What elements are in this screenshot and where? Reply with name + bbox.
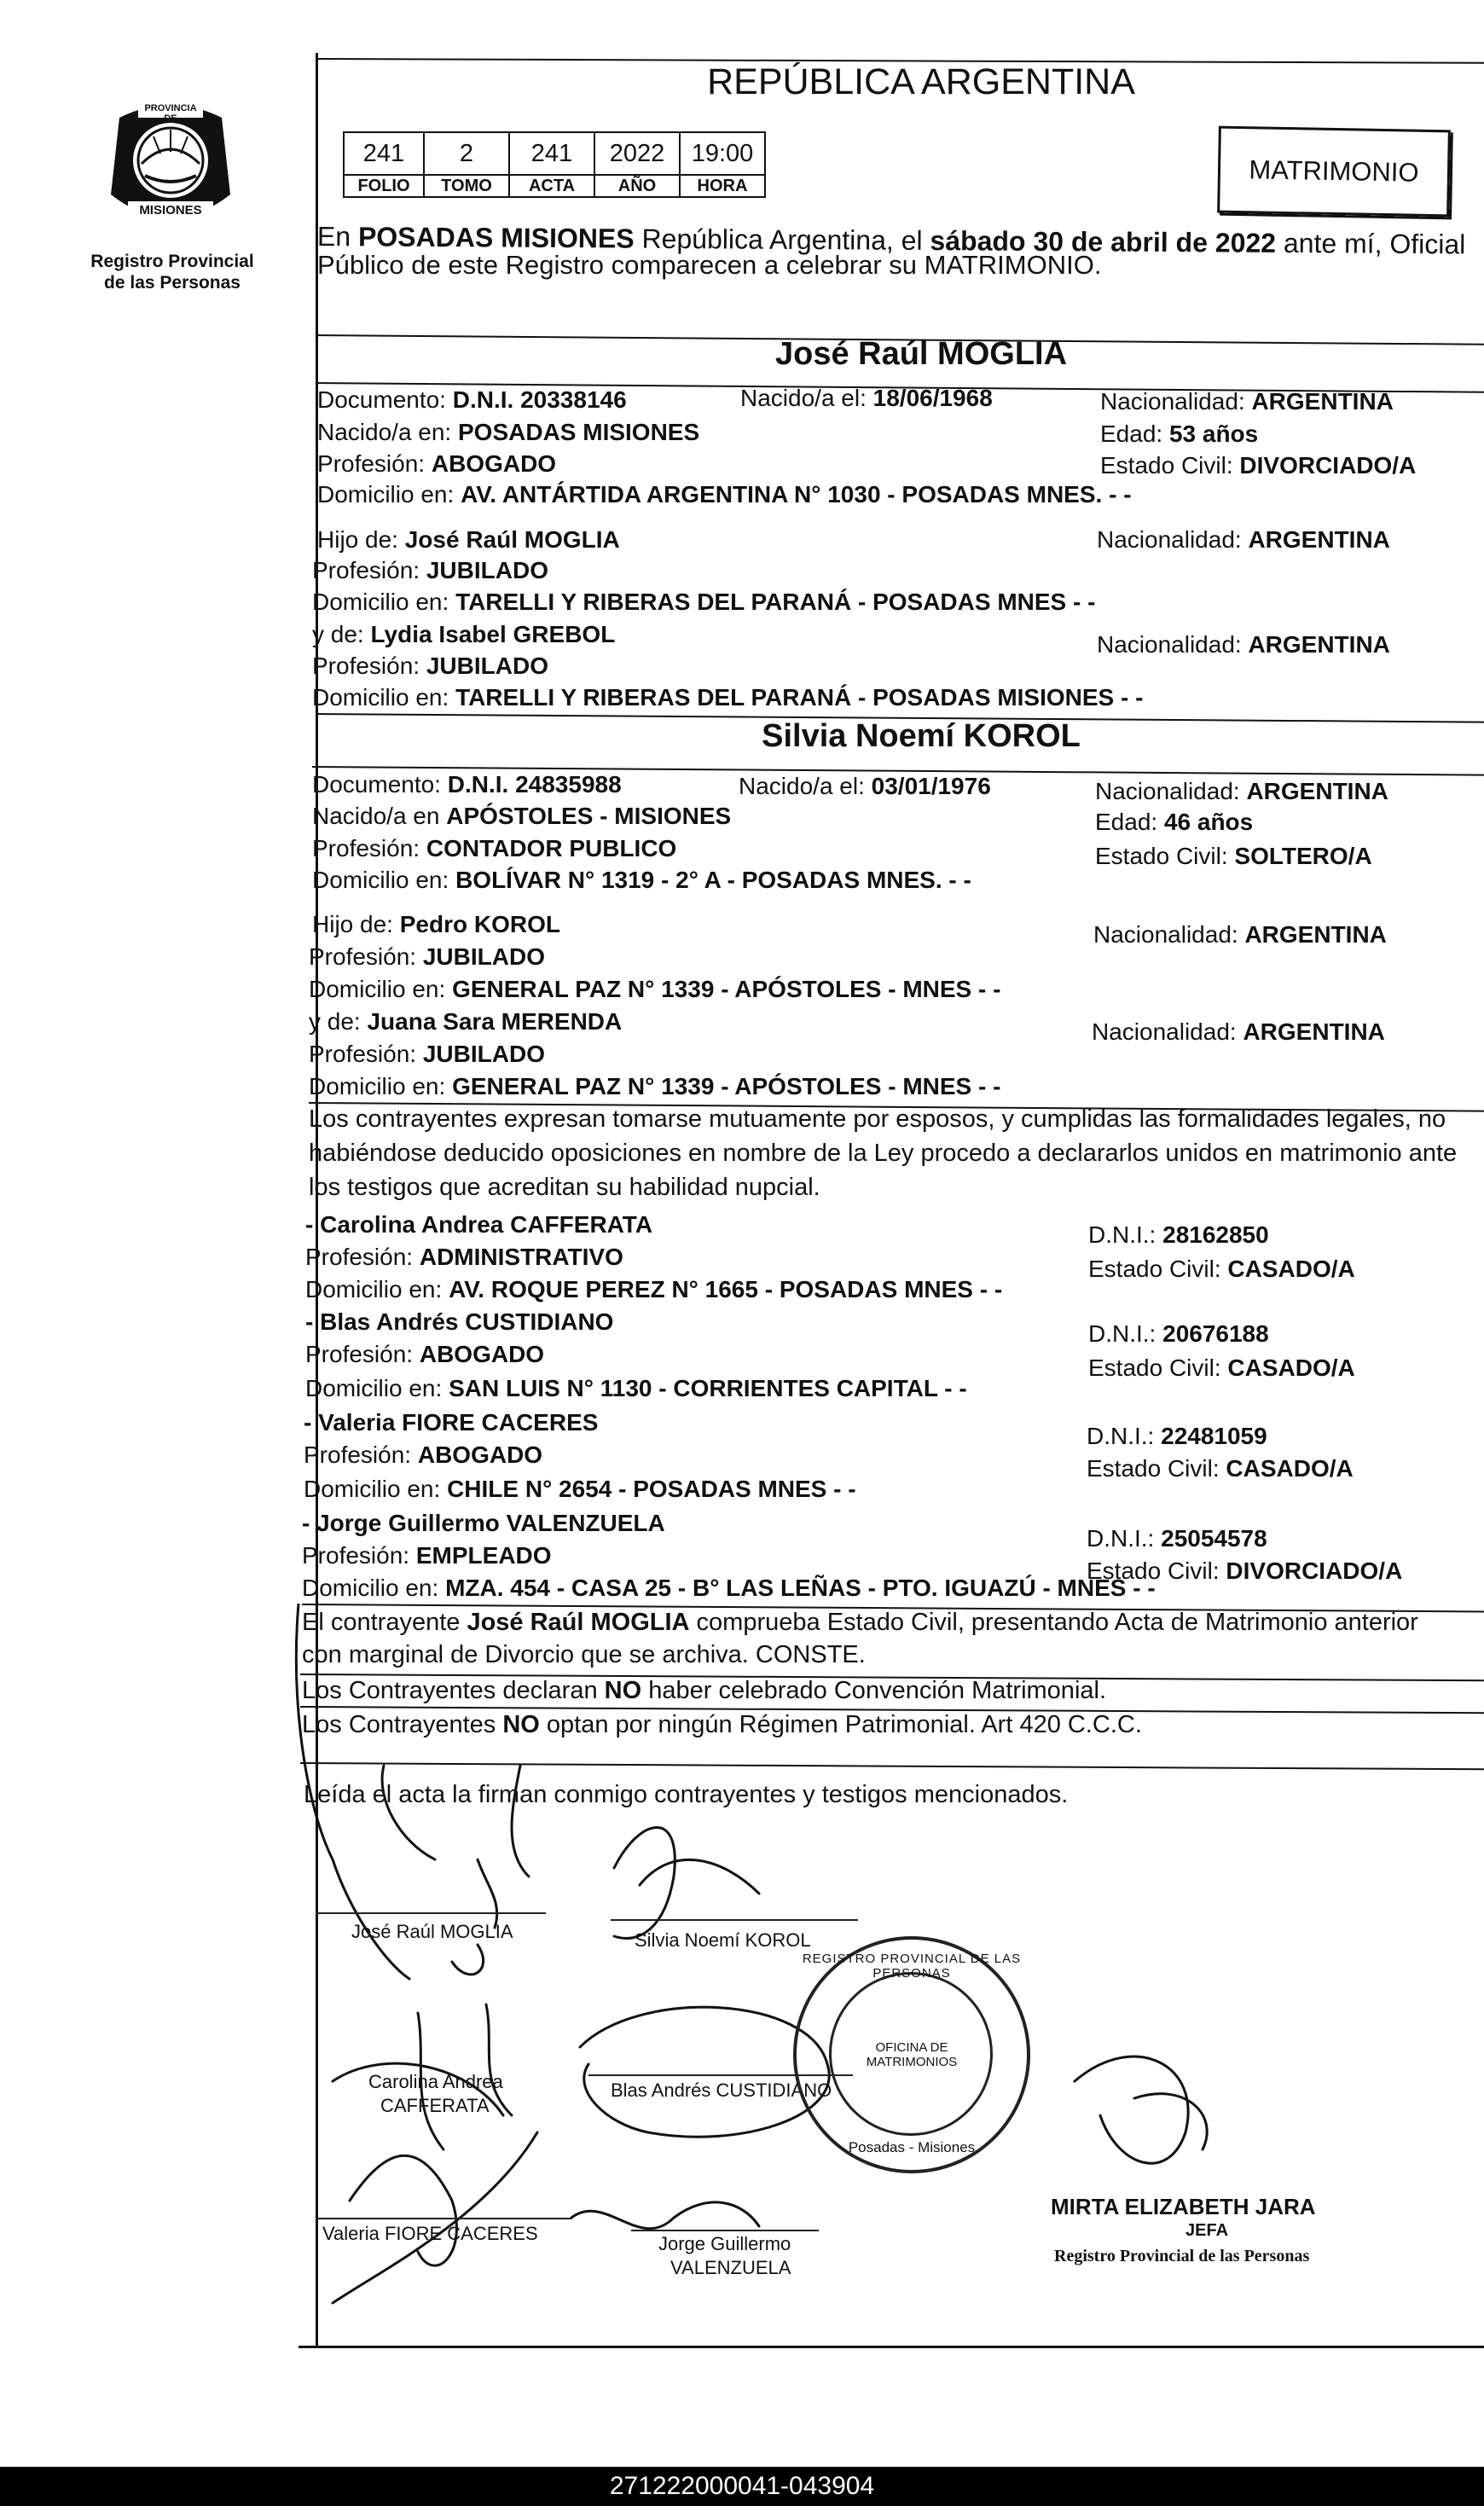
prof-label: Profesión:	[312, 557, 426, 583]
spouse2-mother-address	[309, 1073, 1000, 1100]
spouse2-nationality	[1095, 778, 1388, 805]
witness-civil-value: CASADO/A	[1227, 1256, 1355, 1282]
dom-label: Domicilio en:	[302, 1575, 446, 1601]
prof-label: Profesión:	[317, 450, 432, 477]
spouse1-father-address	[312, 589, 1095, 616]
spouse2-birthplace-value: APÓSTOLES - MISIONES	[446, 803, 732, 829]
spouse2-civil-status	[1095, 843, 1372, 870]
spouse1-civil-value: DIVORCIADO/A	[1239, 452, 1417, 479]
spouse1-nationality	[1100, 388, 1394, 415]
witness-address	[305, 1276, 1002, 1303]
spouse2-nat-value: ARGENTINA	[1246, 778, 1388, 804]
doc-label: Documento:	[317, 386, 453, 413]
folio-value: 241	[344, 132, 424, 175]
witness-dni	[1088, 1320, 1269, 1348]
witness-profession	[305, 1244, 623, 1271]
spouse1-mother-address	[312, 684, 1143, 711]
spouse1-civil-status	[1100, 452, 1416, 479]
witness-civil-status	[1088, 1256, 1355, 1283]
official-stamp	[793, 1936, 1030, 2173]
signature-stroke-2	[452, 1859, 497, 1975]
doc-label: Documento:	[312, 771, 448, 798]
witness-address	[304, 1476, 856, 1503]
signature-label-1: José Raúl MOGLIA	[351, 1921, 513, 1942]
witness-dni-value: 22481059	[1161, 1423, 1267, 1449]
spouse1-father-nationality	[1097, 526, 1390, 554]
spouse2-birthplace	[312, 803, 731, 830]
seal-top-text: PROVINCIA DE	[144, 103, 197, 124]
dom-label: Domicilio en:	[304, 1476, 448, 1502]
spouse2-father-value: Pedro KOROL	[399, 911, 560, 937]
spouse1-father-nat-value: ARGENTINA	[1248, 526, 1390, 553]
hora-key: HORA	[680, 175, 765, 197]
dni-label: D.N.I.:	[1088, 1320, 1163, 1347]
prof-label: Profesión:	[302, 1542, 416, 1569]
sig-line-5	[316, 2218, 571, 2219]
registry-name-2: de las Personas	[104, 273, 241, 293]
declaration-line-2: habiéndose deducido oposiciones en nombre de la Ley procedo a declararlos unidos en matrimonio ante	[309, 1140, 1458, 1167]
witness-profession	[304, 1442, 542, 1469]
signature-stroke-1	[382, 1766, 529, 1877]
prof-label: Profesión:	[309, 1041, 423, 1067]
spouse1-father-prof-value: JUBILADO	[426, 557, 548, 583]
signature-label-6b: VALENZUELA	[670, 2257, 791, 2278]
intro-place: POSADAS MISIONES	[357, 221, 635, 254]
witness-name: - Blas Andrés CUSTIDIANO	[305, 1308, 614, 1335]
witness-dni-value: 28162850	[1162, 1221, 1269, 1248]
witness-prof-value: ABOGADO	[419, 1341, 545, 1367]
spouse1-father-value: José Raúl MOGLIA	[404, 526, 620, 553]
spouse2-doc-value: D.N.I. 24835988	[447, 771, 622, 798]
witness-civil-status	[1088, 1355, 1355, 1382]
stamp-inner-text: OFICINA DE MATRIMONIOS	[866, 2040, 958, 2069]
signature-label-4: Blas Andrés CUSTIDIANO	[611, 2080, 832, 2101]
document-code: 271222000041-043904	[609, 2472, 875, 2500]
mother-label: y de:	[309, 1008, 368, 1035]
spouse2-father	[312, 911, 560, 938]
signature-stroke-3	[614, 1828, 759, 1939]
bottom-rule	[299, 2346, 1484, 2348]
witness-civil-status	[1087, 1455, 1354, 1482]
dom-label: Domicilio en:	[312, 867, 456, 893]
spouse2-father-nat-value: ARGENTINA	[1244, 921, 1387, 948]
spouse1-birthplace-value: POSADAS MISIONES	[458, 419, 700, 445]
acta-key: ACTA	[509, 175, 594, 197]
witness-prof-value: ADMINISTRATIVO	[419, 1244, 623, 1270]
witness-profession	[302, 1542, 552, 1569]
spouse2-father-dom-value: GENERAL PAZ N° 1339 - APÓSTOLES - MNES - -	[452, 976, 1001, 1002]
dni-label: D.N.I.:	[1088, 1221, 1163, 1248]
witness-profession	[305, 1341, 544, 1368]
prof-label: Profesión:	[309, 943, 423, 970]
note-1-line-2: con marginal de Divorcio que se archiva. CONSTE.	[302, 1641, 866, 1668]
record-box-table	[343, 131, 766, 198]
anio-key: AÑO	[594, 175, 680, 197]
dom-label: Domicilio en:	[317, 481, 461, 508]
civil-label: Estado Civil:	[1100, 452, 1240, 479]
spouse1-father-dom-value: TARELLI Y RIBERAS DEL PARANÁ - POSADAS MNES - -	[455, 589, 1096, 615]
spouse1-birthdate	[740, 385, 993, 412]
intro-p3: ante mí, Oficial	[1275, 227, 1466, 260]
age-label: Edad:	[1095, 809, 1164, 835]
declaration-line-1: Los contrayentes expresan tomarse mutuamente por esposos, y cumplidas las formalidades legales, no	[309, 1105, 1446, 1133]
mother-label: y de:	[312, 621, 371, 647]
spouse1-age-value: 53 años	[1168, 421, 1259, 447]
signature-label-3a: Carolina Andrea	[368, 2071, 503, 2092]
spouse2-age	[1095, 809, 1253, 836]
hora-value: 19:00	[680, 132, 765, 175]
declaration-line-3: los testigos que acreditan su habilidad nupcial.	[309, 1174, 820, 1201]
spouse2-age-value: 46 años	[1163, 809, 1254, 835]
registry-name-1: Registro Provincial	[90, 252, 254, 271]
witness-prof-value: EMPLEADO	[415, 1542, 552, 1569]
intro-p2: República Argentina, el	[634, 223, 930, 257]
dom-label: Domicilio en:	[309, 1073, 453, 1099]
witness-dni-value: 25054578	[1161, 1525, 1267, 1552]
witness-civil-value: CASADO/A	[1226, 1455, 1354, 1482]
spouse2-mother-nationality	[1092, 1018, 1385, 1046]
spouse1-birthplace	[317, 419, 699, 446]
spouse1-birth-value: 18/06/1968	[872, 385, 993, 411]
father-label: Hijo de:	[317, 526, 405, 553]
official-org: Registro Provincial de las Personas	[1054, 2247, 1310, 2265]
spouse1-profession	[317, 450, 556, 478]
spouse1-mother-profession	[312, 653, 548, 680]
sig-line-1	[316, 1912, 546, 1914]
note-4: Leída el acta la firman conmigo contrayentes y testigos mencionados.	[304, 1781, 1069, 1808]
spouse1-doc-value: D.N.I. 20338146	[452, 386, 627, 413]
stamp-bottom-text: Posadas - Misiones	[848, 2139, 976, 2155]
witness-dni-value: 20676188	[1162, 1320, 1269, 1347]
spouse1-age	[1100, 421, 1258, 448]
tomo-value: 2	[424, 132, 509, 175]
spouse1-address	[317, 481, 1132, 508]
record-type-box	[1217, 126, 1451, 218]
spouse2-mother-nat-value: ARGENTINA	[1243, 1018, 1385, 1045]
note1-c: comprueba Estado Civil, presentando Acta de Matrimonio anterior	[689, 1609, 1418, 1636]
witness-dni	[1087, 1423, 1267, 1450]
sig-line-6	[631, 2230, 819, 2231]
witness-address	[305, 1375, 967, 1402]
tomo-key: TOMO	[424, 175, 509, 197]
civil-label: Estado Civil:	[1088, 1256, 1228, 1282]
spouse1-mother-nat-value: ARGENTINA	[1248, 631, 1390, 658]
civil-label: Estado Civil:	[1088, 1355, 1228, 1381]
nat-label: Nacionalidad:	[1097, 631, 1249, 658]
birth-label: Nacido/a el:	[739, 773, 872, 799]
spouse1-nat-value: ARGENTINA	[1251, 388, 1394, 415]
nat-label: Nacionalidad:	[1100, 388, 1252, 415]
spouse1-mother-prof-value: JUBILADO	[426, 653, 548, 679]
note3-a: Los Contrayentes	[302, 1711, 503, 1738]
spouse2-document	[312, 771, 622, 798]
stamp-outer-text: REGISTRO PROVINCIAL DE LAS PERSONAS	[802, 1952, 1022, 1981]
record-type-label: MATRIMONIO	[1249, 154, 1419, 188]
witness-dom-value: MZA. 454 - CASA 25 - B° LAS LEÑAS - PTO. IGUAZÚ - MNES - -	[445, 1575, 1156, 1601]
spouse2-mother-prof-value: JUBILADO	[422, 1041, 545, 1067]
prof-label: Profesión:	[305, 1341, 420, 1367]
spouse1-mother-dom-value: TARELLI Y RIBERAS DEL PARANÁ - POSADAS MISIONES - -	[455, 684, 1144, 711]
spouse2-name: Silvia Noemí KOROL	[762, 718, 1081, 754]
dom-label: Domicilio en:	[312, 589, 456, 615]
spouse1-mother-value: Lydia Isabel GREBOL	[370, 621, 616, 647]
note2-b: NO	[604, 1677, 642, 1704]
witness-name: - Jorge Guillermo VALENZUELA	[302, 1510, 665, 1536]
spouse1-father	[317, 526, 620, 554]
spouse1-mother	[312, 621, 615, 648]
prof-label: Profesión:	[312, 835, 426, 861]
signature-stroke-7	[571, 2202, 759, 2229]
official-signature-stroke	[1075, 2056, 1207, 2163]
civil-label: Estado Civil:	[1095, 843, 1235, 869]
spouse2-birth-value: 03/01/1976	[871, 773, 991, 799]
spouse2-father-address	[309, 976, 1000, 1003]
spouse2-mother	[309, 1008, 622, 1035]
spouse2-mother-value: Juana Sara MERENDA	[367, 1008, 623, 1035]
witness-civil-value: DIVORCIADO/A	[1226, 1558, 1403, 1584]
sig-line-2	[611, 1919, 858, 1921]
spouse2-father-prof-value: JUBILADO	[422, 943, 545, 970]
spouse1-dom-value: AV. ANTÁRTIDA ARGENTINA N° 1030 - POSADAS MNES. - -	[461, 481, 1132, 508]
witness-name: - Carolina Andrea CAFFERATA	[305, 1211, 653, 1238]
birth-label: Nacido/a el:	[740, 385, 873, 411]
spouse2-prof-value: CONTADOR PUBLICO	[426, 835, 677, 861]
spouse2-dom-value: BOLÍVAR N° 1319 - 2° A - POSADAS MNES. - -	[455, 867, 971, 893]
witness-address	[302, 1575, 1156, 1602]
official-name: MIRTA ELIZABETH JARA	[1051, 2194, 1316, 2219]
spouse1-name: José Raúl MOGLIA	[774, 336, 1068, 372]
civil-label: Estado Civil:	[1087, 1455, 1226, 1482]
prof-label: Profesión:	[304, 1442, 418, 1468]
note2-c: haber celebrado Convención Matrimonial.	[641, 1677, 1107, 1704]
anio-value: 2022	[594, 132, 680, 175]
witness-prof-value: ABOGADO	[417, 1442, 543, 1468]
note3-c: optan por ningún Régimen Patrimonial. Art 420 C.C.C.	[539, 1711, 1142, 1738]
dni-label: D.N.I.:	[1087, 1423, 1162, 1449]
dom-label: Domicilio en:	[305, 1375, 449, 1401]
witness-dom-value: SAN LUIS N° 1130 - CORRIENTES CAPITAL - -	[449, 1375, 967, 1401]
province-seal	[85, 92, 256, 237]
spouse2-mother-dom-value: GENERAL PAZ N° 1339 - APÓSTOLES - MNES - -	[452, 1073, 1001, 1099]
witness-dom-value: AV. ROQUE PEREZ N° 1665 - POSADAS MNES - -	[449, 1276, 1003, 1302]
birthplace-label: Nacido/a en:	[317, 419, 458, 445]
signature-label-5: Valeria FIORE CACERES	[322, 2223, 538, 2244]
witness-name: - Valeria FIORE CACERES	[304, 1409, 599, 1436]
witness-dni	[1087, 1525, 1267, 1552]
dom-label: Domicilio en:	[312, 684, 456, 711]
prof-label: Profesión:	[305, 1244, 420, 1270]
intro-date: sábado 30 de abril de 2022	[930, 225, 1277, 258]
seal-bottom-text: MISIONES	[139, 203, 202, 218]
age-label: Edad:	[1100, 421, 1169, 447]
intro-line-2: Público de este Registro comparecen a celebrar su MATRIMONIO.	[317, 250, 1102, 280]
spouse1-mother-nationality	[1097, 631, 1390, 658]
birthplace-label: Nacido/a en	[312, 803, 447, 829]
nat-label: Nacionalidad:	[1095, 778, 1247, 804]
dom-label: Domicilio en:	[309, 976, 453, 1002]
page-title: REPÚBLICA ARGENTINA	[707, 61, 1135, 102]
spouse1-document	[317, 386, 627, 414]
signature-stroke-5	[580, 2007, 829, 2137]
spouse1-prof-value: ABOGADO	[431, 450, 557, 477]
spouse1-father-profession	[312, 557, 548, 584]
dom-label: Domicilio en:	[305, 1276, 449, 1302]
signature-label-3b: CAFFERATA	[380, 2095, 490, 2116]
folio-key: FOLIO	[344, 175, 424, 197]
spouse2-father-profession	[309, 943, 545, 971]
acta-value: 241	[509, 132, 594, 175]
nat-label: Nacionalidad:	[1093, 921, 1245, 948]
note1-a: El contrayente	[302, 1609, 467, 1636]
spouse2-address	[312, 867, 971, 894]
dni-label: D.N.I.:	[1087, 1525, 1162, 1552]
nat-label: Nacionalidad:	[1092, 1018, 1243, 1045]
note3-b: NO	[502, 1711, 540, 1738]
prof-label: Profesión:	[312, 653, 426, 679]
official-role: JEFA	[1185, 2221, 1229, 2240]
spouse2-father-nationality	[1093, 921, 1387, 948]
note1-b: José Raúl MOGLIA	[467, 1609, 690, 1636]
witness-dom-value: CHILE N° 2654 - POSADAS MNES - -	[447, 1476, 856, 1502]
spouse2-birthdate	[739, 773, 991, 800]
spouse2-civil-value: SOLTERO/A	[1234, 843, 1372, 869]
witness-dni	[1088, 1221, 1269, 1249]
spouse2-mother-profession	[309, 1041, 545, 1068]
witness-civil-value: CASADO/A	[1227, 1355, 1355, 1381]
signature-label-6a: Jorge Guillermo	[658, 2233, 791, 2254]
note2-a: Los Contrayentes declaran	[302, 1677, 605, 1704]
spouse2-profession	[312, 835, 676, 862]
civil-label: Estado Civil:	[1087, 1558, 1226, 1584]
nat-label: Nacionalidad:	[1097, 526, 1249, 553]
signature-label-2: Silvia Noemí KOROL	[635, 1929, 811, 1951]
intro-p1: En	[316, 221, 359, 252]
father-label: Hijo de:	[312, 911, 400, 937]
